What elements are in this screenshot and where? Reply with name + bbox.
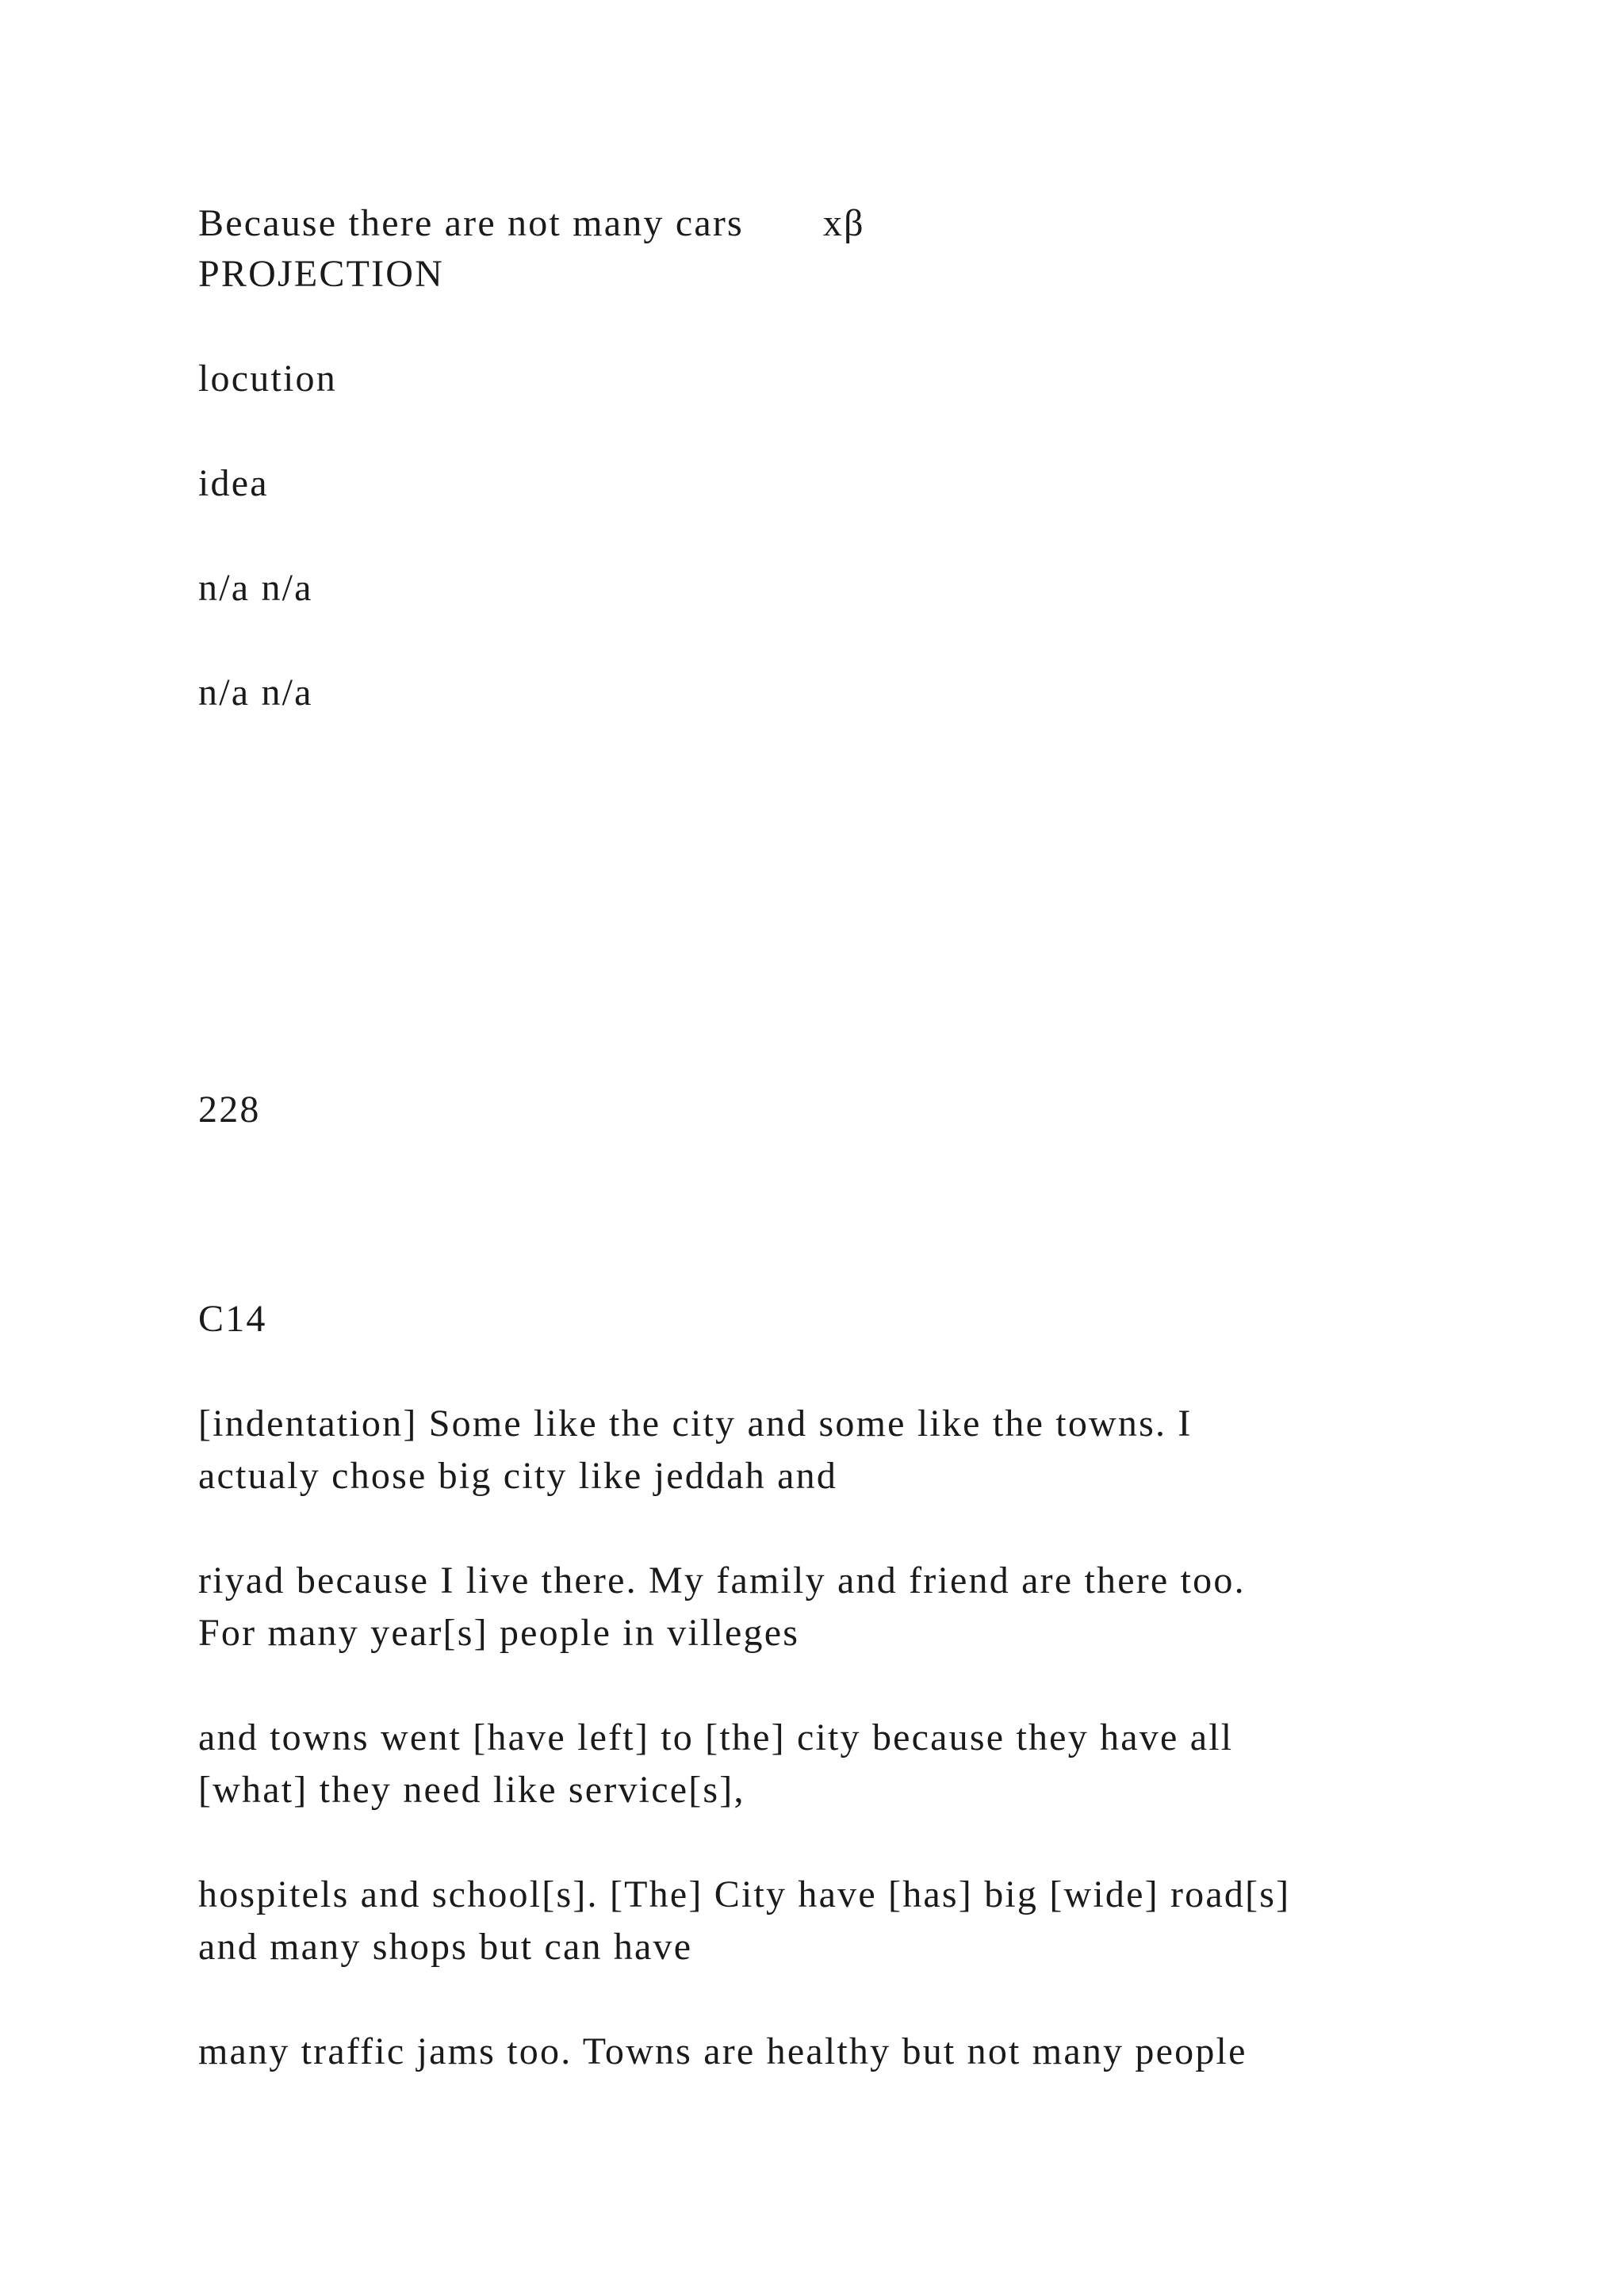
- essay-line: and towns went [have left] to [the] city because they have all: [198, 1716, 1234, 1758]
- section-code: C14: [198, 1298, 267, 1340]
- essay-line: [what] they need like service[s],: [198, 1769, 745, 1811]
- header-line-1-text: Because there are not many cars: [198, 202, 744, 244]
- essay-line: actualy chose big city like jeddah and: [198, 1455, 838, 1497]
- projection-label: PROJECTION: [198, 253, 445, 295]
- essay-line: For many year[s] people in villeges: [198, 1612, 800, 1654]
- page-number: 228: [198, 1089, 261, 1131]
- essay-line: riyad because I live there. My family and friend are there too.: [198, 1559, 1246, 1601]
- header-line-1-symbol: xβ: [822, 202, 865, 244]
- essay-line: and many shops but can have: [198, 1926, 693, 1968]
- locution-label: locution: [198, 358, 337, 400]
- na-row-1: n/a n/a: [198, 567, 313, 609]
- essay-line: hospitels and school[s]. [The] City have [has] big [wide] road[s]: [198, 1873, 1291, 1915]
- header-line-1: [198, 198, 865, 249]
- essay-line: [indentation] Some like the city and some like the towns. I: [198, 1402, 1193, 1445]
- essay-line: many traffic jams too. Towns are healthy but not many people: [198, 2030, 1247, 2072]
- na-row-2: n/a n/a: [198, 672, 313, 714]
- idea-label: idea: [198, 462, 269, 504]
